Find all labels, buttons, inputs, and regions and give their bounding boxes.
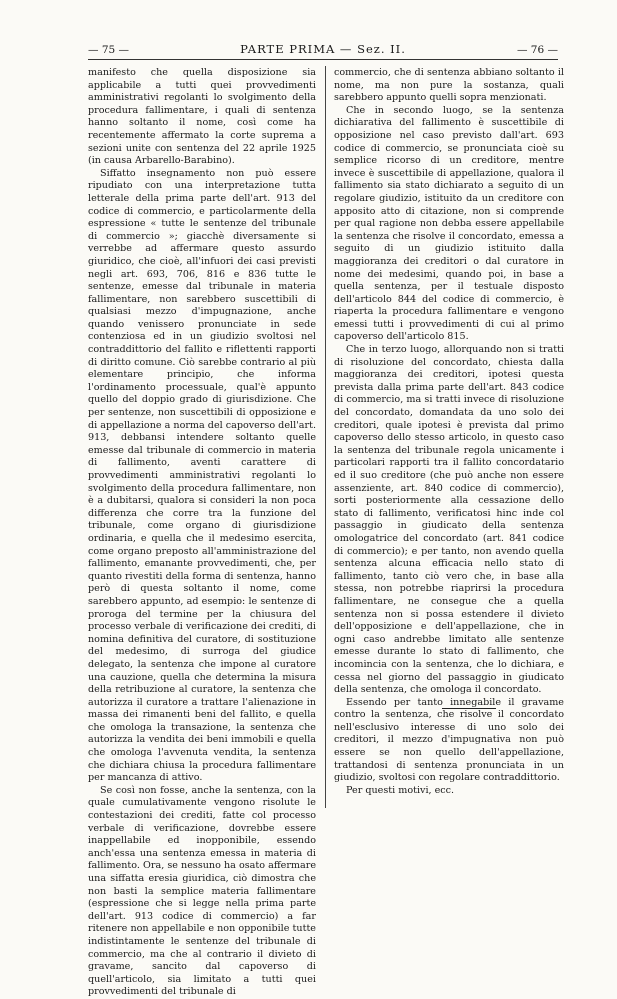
right-column: [334, 67, 564, 796]
page-header: [88, 40, 558, 58]
paragraph: Siffatto insegnamento non può essere ripudiato con una interpretazione tutta letterale della prima parte dell'art. 913 del codice di commercio, e particolarmente della espressione « tutte le sentenze del tribunale di commercio »; giacchè diversamente si verrebbe ad affermare questo assurdo giuridico, che cioè, all'infuori dei casi previsti negli art. 693, 706, 816 e 836 tutte le sentenze, emesse dal tribunale in materia fallimentare, non sarebbero suscettibili di qualsiasi mezzo d'impugnazione, anche quando venissero pronunciate in sede contenziosa ed in un giudizio svoltosi nel contraddittorio del fallito e riflettenti rapporti di diritto comune. Ciò sarebbe contrario al più elementare principio, che informa l'ordinamento processuale, qual'è appunto quello del doppio grado di giurisdizione. Che per sentenze, non suscettibili di opposizione e di appellazione a norma del capoverso dell'art. 913, debbansi intendere soltanto quelle emesse dal tribunale di commercio in materia di fallimento, aventi carattere di provvedimenti amministrativi regolanti lo svolgimento della procedura fallimentare, non è a dubitarsi, qualora si consideri la non poca differenza che corre tra la funzione del tribunale, come organo di giurisdizione ordinaria, e quella che il medesimo esercita, come organo preposto all'amministrazione del fallimento, emanante provvedimenti, che, per quanto rivestiti della forma di sentenza, hanno però di questa soltanto il nome, come sarebbero appunto, ad esempio: le sentenze di proroga del termine per la chiusura del processo verbale di verificazione dei crediti, di nomina definitiva del curatore, di sostituzione del medesimo, di surroga del giudice delegato, la sentenza che impone al curatore una cauzione, quella che determina la misura della retribuzione al curatore, la sentenza che autorizza il curatore a trattare l'alienazione in massa dei rimanenti beni del fallito, e quella che omologa la transazione, la sentenza che autorizza la vendita dei beni immobili e quella che omologa l'avvenuta vendita, la sentenza che dichiara chiusa la procedura fallimentare per mancanza di attivo.: [88, 167, 316, 784]
page-number-right: — 76 —: [516, 44, 558, 56]
paragraph: Per questi motivi, ecc.: [346, 784, 455, 796]
column-divider: [325, 66, 326, 808]
page-number-left: — 75 —: [88, 44, 130, 56]
paragraph: Che in terzo luogo, allorquando non si tratti di risoluzione del concordato, chiesta dalla maggioranza dei creditori, ipotesi questa prevista dalla prima parte dell'art. 843 codice di commercio, ma si tratti invece di risoluzione del concordato, domandata da uno solo dei creditori, quale ipotesi è prevista dal primo capoverso dello stesso articolo, in questo caso la sentenza del tribunale regola unicamente i particolari rapporti tra il fallito concordatario ed il suo creditore (che può anche non essere assenziente, art. 840 codice di commercio), sorti posteriormente alla cessazione dello stato di fallimento, verificatosi hinc inde col passaggio in giudicato della sentenza omologatrice del concordato (art. 841 codice di commercio); e per tanto, non avendo quella sentenza alcuna efficacia nello stato di fallimento, tanto ciò vero che, in base alla stessa, non potrebbe riaprirsi la procedura fallimentare, ne consegue che a quella sentenza non si possa estendere il divieto dell'opposizione e dell'appellazione, che in ogni caso andrebbe limitato alle sentenze emesse durante lo stato di fallimento, che incomincia con la sentenza, che lo dichiara, e cessa nel giorno del passaggio in giudicato della sentenza, che omologa il concordato.: [334, 344, 564, 696]
paragraph: manifesto che quella disposizione sia applicabile a tutti quei provvedimenti amministrativi regolanti lo svolgimento della procedura fallimentare, i quali di sentenza hanno soltanto il nome, così come ha recentemente affermato la corte suprema a sezioni unite con sentenza del 22 aprile 1925 (in causa Arbarello-Barabino).: [88, 67, 316, 167]
paragraph: Se così non fosse, anche la sentenza, con la quale cumulativamente vengono risolute le contestazioni dei crediti, fatte col processo verbale di verificazione, dovrebbe essere inappellabile ed inopponibile, essendo anch'essa una sentenza emessa in materia di fallimento. Ora, se nessuno ha osato affermare una siffatta eresia giuridica, ciò dimostra che non basti la semplice materia fallimentare (espressione che si legge nella prima parte dell'art. 913 codice di commercio) a far ritenere non appellabile e non opponibile tutte indistintamente le sentenze del tribunale di commercio, ma che al contrario il divieto di gravame, sancito dal capoverso di quell'articolo, sia limitato a tutti quei provvedimenti del tribunale di: [88, 784, 316, 998]
paragraph: Essendo per tanto innegabile il gravame contro la sentenza, che risolve il concordato nell'esclusivo interesse di uno solo dei creditori, il mezzo d'impugnativa non può essere se non quello dell'appellazione, trattandosi di sentenza pronunciata in un giudizio, svoltosi con regolare contraddittorio.: [334, 696, 564, 784]
paragraph: Che in secondo luogo, se la sentenza dichiarativa del fallimento è suscettibile di opposizione nel caso previsto dall'art. 693 codice di commercio, se pronunciata cioè su semplice ricorso di un creditore, mentre invece è suscettibile di appellazione, qualora il fallimento sia stato dichiarato a seguito di un regolare giudizio, istituito da un creditore con apposito atto di citazione, non si comprende per qual ragione non debba essere appellabile la sentenza che risolve il concordato, emessa a seguito di un giudizio istituito dalla maggioranza dei creditori o dal curatore in nome dei medesimi, quando poi, in base a quella sentenza, per il testuale disposto dell'articolo 844 del codice di commercio, è riaperta la procedura fallimentare e vengono emessi tutti i provvedimenti di cui al primo capoverso dell'articolo 815.: [334, 104, 564, 343]
header-rule: [88, 59, 558, 60]
left-column: [88, 67, 316, 998]
running-title: PARTE PRIMA — Sez. II.: [240, 42, 406, 56]
paragraph: commercio, che di sentenza abbiano soltanto il nome, ma non pure la sostanza, quali sarebbero appunto quelli sopra menzionati.: [334, 67, 564, 104]
end-rule: [442, 708, 496, 709]
